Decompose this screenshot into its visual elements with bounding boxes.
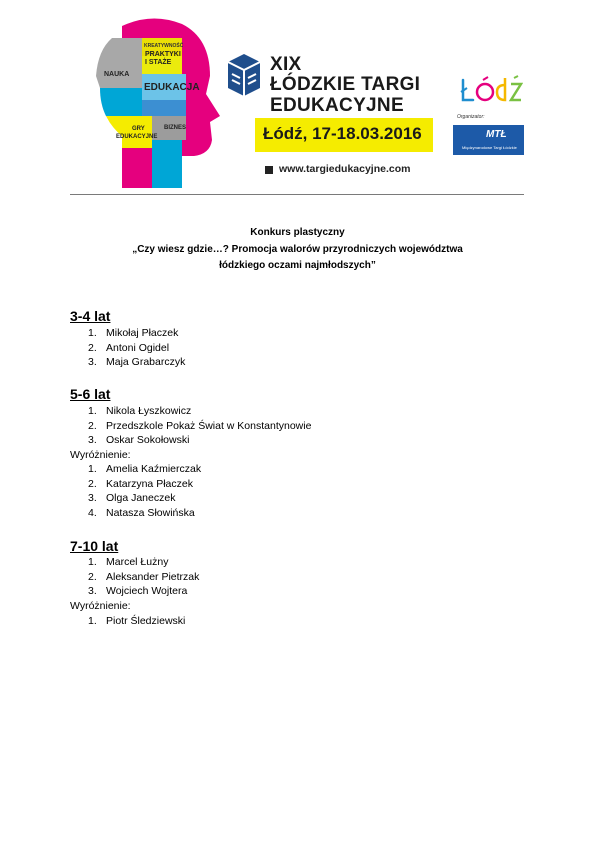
fair-url[interactable]: www.targiedukacyjne.com <box>279 163 411 175</box>
word-edukacyjne: EDUKACYJNE <box>116 134 158 140</box>
list-item: 3. Wojciech Wojtera <box>88 585 188 597</box>
list-item: 3. Olga Janeczek <box>88 492 176 504</box>
word-kreatywnosc: KREATYWNOŚĆ <box>144 43 184 49</box>
fair-title-line1: ŁÓDZKIE TARGI <box>270 74 421 95</box>
fair-edition: XIX <box>270 54 302 75</box>
distinction-label: Wyróżnienie: <box>70 600 131 612</box>
word-biznes: BIZNES <box>164 125 187 131</box>
list-item: 2. Przedszkole Pokaż Świat w Konstantynowie <box>88 420 312 432</box>
distinction-label: Wyróżnienie: <box>70 449 131 461</box>
category-heading: 7-10 lat <box>70 538 119 554</box>
contest-subtitle-line1: „Czy wiesz gdzie…? Promocja walorów przyrodniczych województwa <box>132 244 463 255</box>
word-nauka: NAUKA <box>104 71 130 78</box>
word-gry: GRY <box>132 126 145 132</box>
list-item: 1. Piotr Śledziewski <box>88 615 186 627</box>
list-item: 2. Antoni Ogidel <box>88 342 170 354</box>
list-item: 4. Natasza Słowińska <box>88 507 195 519</box>
list-item: 2. Aleksander Pietrzak <box>88 571 200 583</box>
category-heading: 3-4 lat <box>70 308 111 324</box>
list-item: 1. Amelia Kaźmierczak <box>88 463 202 475</box>
lodz-city-logo <box>459 74 523 106</box>
contest-subtitle-line2: łódzkiego oczami najmłodszych” <box>219 260 376 271</box>
puzzle-head-logo <box>82 16 222 188</box>
word-praktyki: PRAKTYKI <box>145 51 181 58</box>
organizer-label: Organizator: <box>457 114 485 120</box>
header-divider <box>70 194 524 195</box>
contest-title: Konkurs plastyczny <box>250 227 345 238</box>
list-item: 3. Oskar Sokołowski <box>88 434 190 446</box>
fair-date: Łódź, 17-18.03.2016 <box>263 124 422 143</box>
organizer-name: MTŁ <box>486 129 507 140</box>
square-bullet-icon <box>265 166 273 174</box>
category-heading: 5-6 lat <box>70 386 111 402</box>
list-item: 2. Katarzyna Płaczek <box>88 478 193 490</box>
list-item: 3. Maja Grabarczyk <box>88 356 186 368</box>
fair-cube-logo <box>226 52 262 98</box>
list-item: 1. Nikola Łyszkowicz <box>88 405 192 417</box>
fair-title-line2: EDUKACYJNE <box>270 95 404 116</box>
word-edukacja: EDUKACJA <box>144 82 200 93</box>
list-item: 1. Mikołaj Płaczek <box>88 327 179 339</box>
organizer-subtitle: Międzynarodowe Targi Łódzkie <box>462 145 517 150</box>
word-staze: I STAŻE <box>145 59 172 66</box>
list-item: 1. Marcel Łużny <box>88 556 169 568</box>
